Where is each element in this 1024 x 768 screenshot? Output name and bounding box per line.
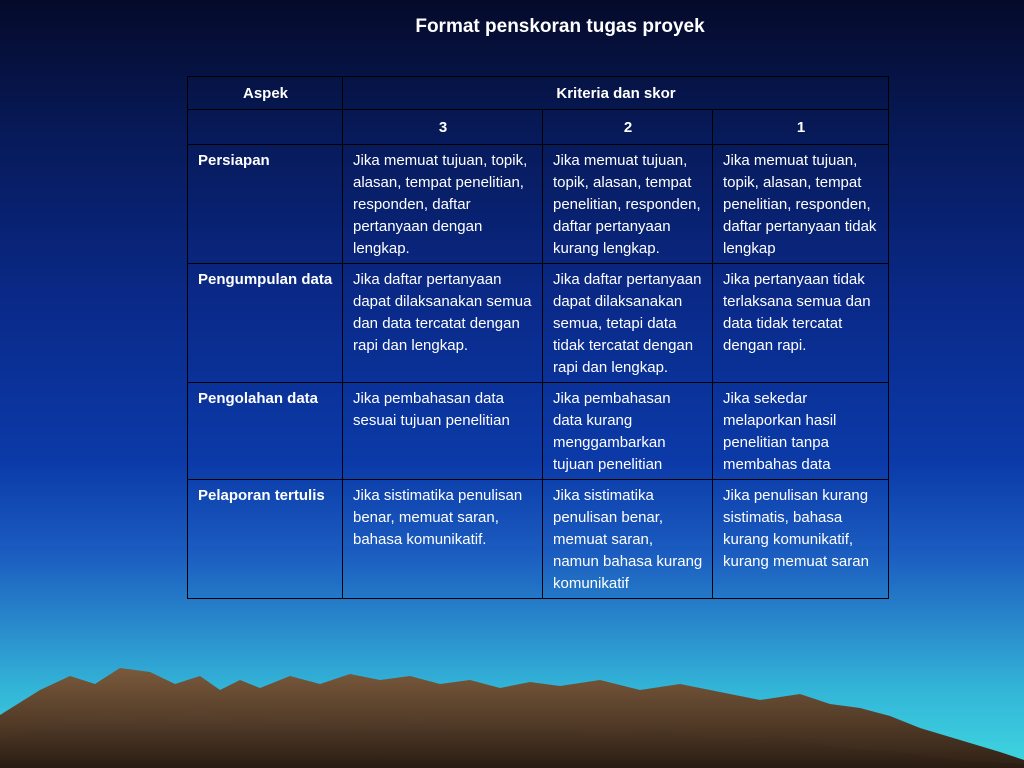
criteria-cell-score-1: Jika pertanyaan tidak terlaksana semua dan data tidak tercatat dengan rapi. bbox=[713, 264, 889, 383]
score-header-1: 1 bbox=[713, 110, 889, 145]
criteria-cell-score-1: Jika memuat tujuan, topik, alasan, tempat penelitian, responden, daftar pertanyaan tidak lengkap bbox=[713, 145, 889, 264]
table-row-pengumpulan-data bbox=[188, 264, 889, 383]
criteria-cell-score-3: Jika daftar pertanyaan dapat dilaksanakan semua dan data tercatat dengan rapi dan lengkap. bbox=[343, 264, 543, 383]
score-header-blank bbox=[188, 110, 343, 145]
score-header-3: 3 bbox=[343, 110, 543, 145]
criteria-cell-score-3: Jika memuat tujuan, topik, alasan, tempat penelitian, responden, daftar pertanyaan dengan lengkap. bbox=[343, 145, 543, 264]
table-row-persiapan bbox=[188, 145, 889, 264]
criteria-cell-score-1: Jika penulisan kurang sistimatis, bahasa kurang komunikatif, kurang memuat saran bbox=[713, 480, 889, 599]
criteria-cell-score-2: Jika memuat tujuan, topik, alasan, tempat penelitian, responden, daftar pertanyaan kurang lengkap. bbox=[543, 145, 713, 264]
criteria-cell-score-2: Jika sistimatika penulisan benar, memuat saran, namun bahasa kurang komunikatif bbox=[543, 480, 713, 599]
table-row-pengolahan-data bbox=[188, 383, 889, 480]
header-criteria: Kriteria dan skor bbox=[343, 77, 889, 110]
slide-title: Format penskoran tugas proyek bbox=[415, 16, 705, 37]
table-row-pelaporan-tertulis bbox=[188, 480, 889, 599]
criteria-cell-score-2: Jika daftar pertanyaan dapat dilaksanakan semua, tetapi data tidak tercatat dengan rapi dan lengkap. bbox=[543, 264, 713, 383]
score-header-row bbox=[188, 110, 889, 145]
score-header-2: 2 bbox=[543, 110, 713, 145]
criteria-cell-score-1: Jika sekedar melaporkan hasil penelitian tanpa membahas data bbox=[713, 383, 889, 480]
criteria-cell-score-2: Jika pembahasan data kurang menggambarkan tujuan penelitian bbox=[543, 383, 713, 480]
scoring-rubric-table bbox=[187, 76, 889, 599]
aspect-cell: Pengumpulan data bbox=[188, 264, 343, 383]
criteria-cell-score-3: Jika pembahasan data sesuai tujuan penelitian bbox=[343, 383, 543, 480]
aspect-cell: Persiapan bbox=[188, 145, 343, 264]
criteria-cell-score-3: Jika sistimatika penulisan benar, memuat saran, bahasa komunikatif. bbox=[343, 480, 543, 599]
header-aspect: Aspek bbox=[188, 77, 343, 110]
aspect-cell: Pelaporan tertulis bbox=[188, 480, 343, 599]
table-header-row bbox=[188, 77, 889, 110]
aspect-cell: Pengolahan data bbox=[188, 383, 343, 480]
